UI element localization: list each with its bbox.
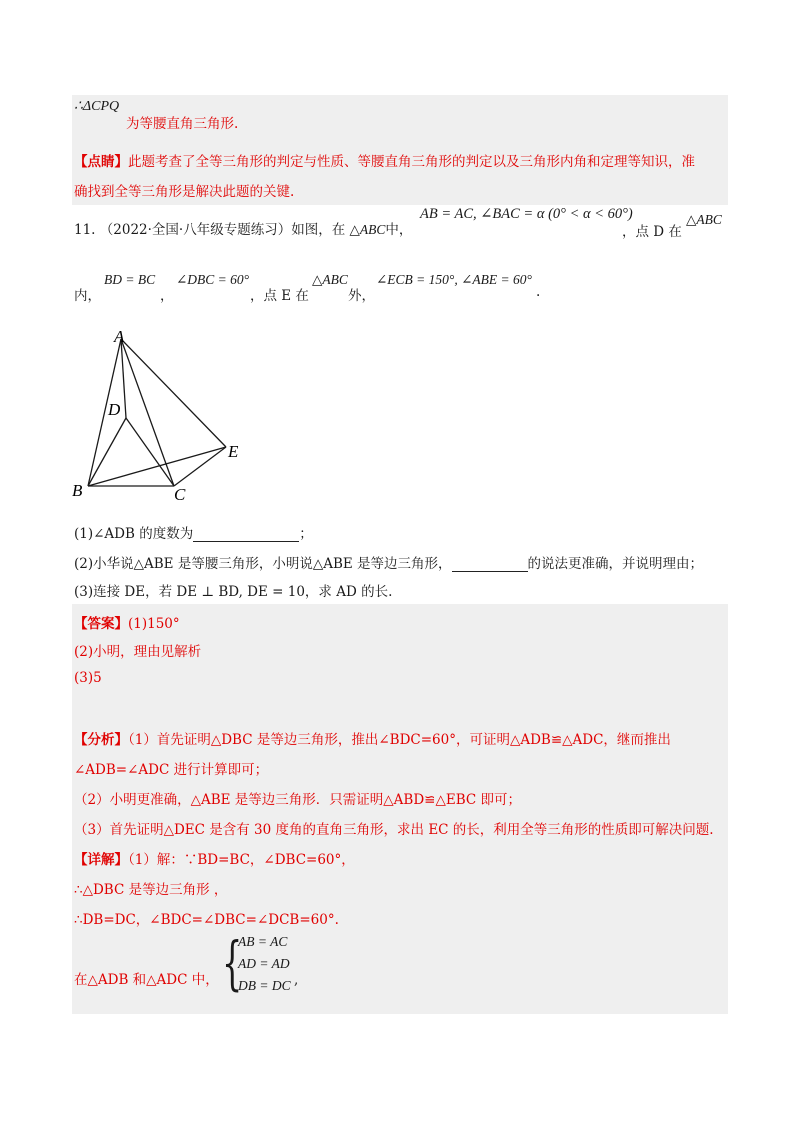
detail-label: 【详解】 [74, 852, 128, 868]
q1-text: (1)∠ADB 的度数为 [74, 526, 194, 542]
question-2 [74, 552, 703, 572]
label-c: C [174, 485, 186, 504]
question-3: (3)连接 DE，若 DE ⊥ BD, DE = 10，求 AD 的长. [74, 584, 393, 600]
problem-number: 11. [74, 222, 96, 238]
answer-2: (2)小明，理由见解析 [74, 644, 202, 660]
label-b: B [72, 481, 83, 500]
detail-text1: （1）解：∵BD=BC，∠DBC=60°， [128, 852, 355, 868]
system-brace: { [222, 929, 243, 997]
outside-text: 外， [348, 288, 375, 304]
condition-equation: AB = AC, ∠BAC = α (0° < α < 60°) [420, 206, 633, 222]
analysis-line2: ∠ADB=∠ADC 进行计算即可； [74, 762, 269, 778]
system-end: , [294, 972, 299, 988]
answer-label: 【答案】 [74, 616, 128, 632]
bd-eq: BD = BC [104, 272, 156, 287]
analysis-line4: （3）首先证明△DEC 是含有 30 度角的直角三角形，求出 EC 的长，利用全等三角形的性质即可解决问题. [74, 822, 714, 838]
analysis-line3: （2）小明更准确，△ABE 是等边三角形．只需证明△ABD≌△EBC 即可； [74, 792, 522, 808]
question-1 [74, 522, 313, 542]
q2-answer-blank[interactable] [452, 557, 528, 572]
prev-comment [74, 150, 695, 170]
analysis-line1 [74, 728, 671, 748]
problem-line1 [74, 218, 412, 238]
system-eq1: AB = AC [238, 934, 288, 949]
analysis-label: 【分析】 [74, 732, 128, 748]
q1-answer-blank[interactable] [193, 527, 299, 542]
point-d-text: ，点 D 在 [622, 224, 682, 240]
point-e-text: ，点 E 在 [250, 288, 309, 304]
answer-line1 [74, 612, 180, 632]
geometry-figure [68, 322, 268, 512]
system-eq3: DB = DC [238, 978, 291, 993]
tri-abc-1: △ABC [349, 222, 386, 237]
q2-end: 的说法更准确，并说明理由； [527, 556, 704, 572]
solution-block [72, 604, 728, 1014]
analysis-text1: （1）首先证明△DBC 是等边三角形，推出∠BDC=60°，可证明△ADB≌△ADC，继而推出 [128, 732, 671, 748]
answer-3: (3)5 [74, 670, 102, 686]
q2-start: (2)小华说△ABE 是等腰三角形，小明说△ABE 是等边三角形， [74, 556, 452, 572]
prev-conclusion-math: ∴ΔCPQ [74, 99, 120, 114]
tri-abc-3: △ABC [312, 272, 348, 287]
comment-label: 【点睛】 [74, 154, 128, 170]
detail-line3: ∴DB=DC，∠BDC=∠DBC=∠DCB=60°. [74, 912, 339, 928]
answer-1: (1)150° [128, 616, 180, 632]
comment-line1: 此题考查了全等三角形的判定与性质、等腰直角三角形的判定以及三角形内角和定理等知识，准 [128, 154, 695, 170]
label-a: A [114, 327, 125, 346]
in-text: 中， [385, 222, 413, 238]
prev-conclusion-text: 为等腰直角三角形. [126, 116, 239, 132]
detail-line1 [74, 848, 355, 868]
period: . [536, 284, 541, 300]
detail-line2: ∴△DBC 是等边三角形 ， [74, 882, 228, 898]
label-d: D [108, 400, 121, 419]
detail-line4: 在△ADB 和△ADC 中， [74, 972, 219, 988]
label-e: E [228, 442, 239, 461]
angle-dbc: ∠DBC = 60° [176, 272, 250, 287]
comma1: ， [160, 288, 174, 304]
system-eq2: AD = AD [238, 956, 290, 971]
q1-end: ； [299, 526, 313, 542]
comment-line2: 确找到全等三角形是解决此题的关键. [74, 184, 295, 200]
tri-abc-2: △ABC [686, 212, 722, 227]
inside-text: 内， [74, 288, 101, 304]
problem-source: （2022·全国·八年级专题练习）如图，在 [99, 222, 346, 238]
angles-e: ∠ECB = 150°, ∠ABE = 60° [376, 272, 532, 287]
